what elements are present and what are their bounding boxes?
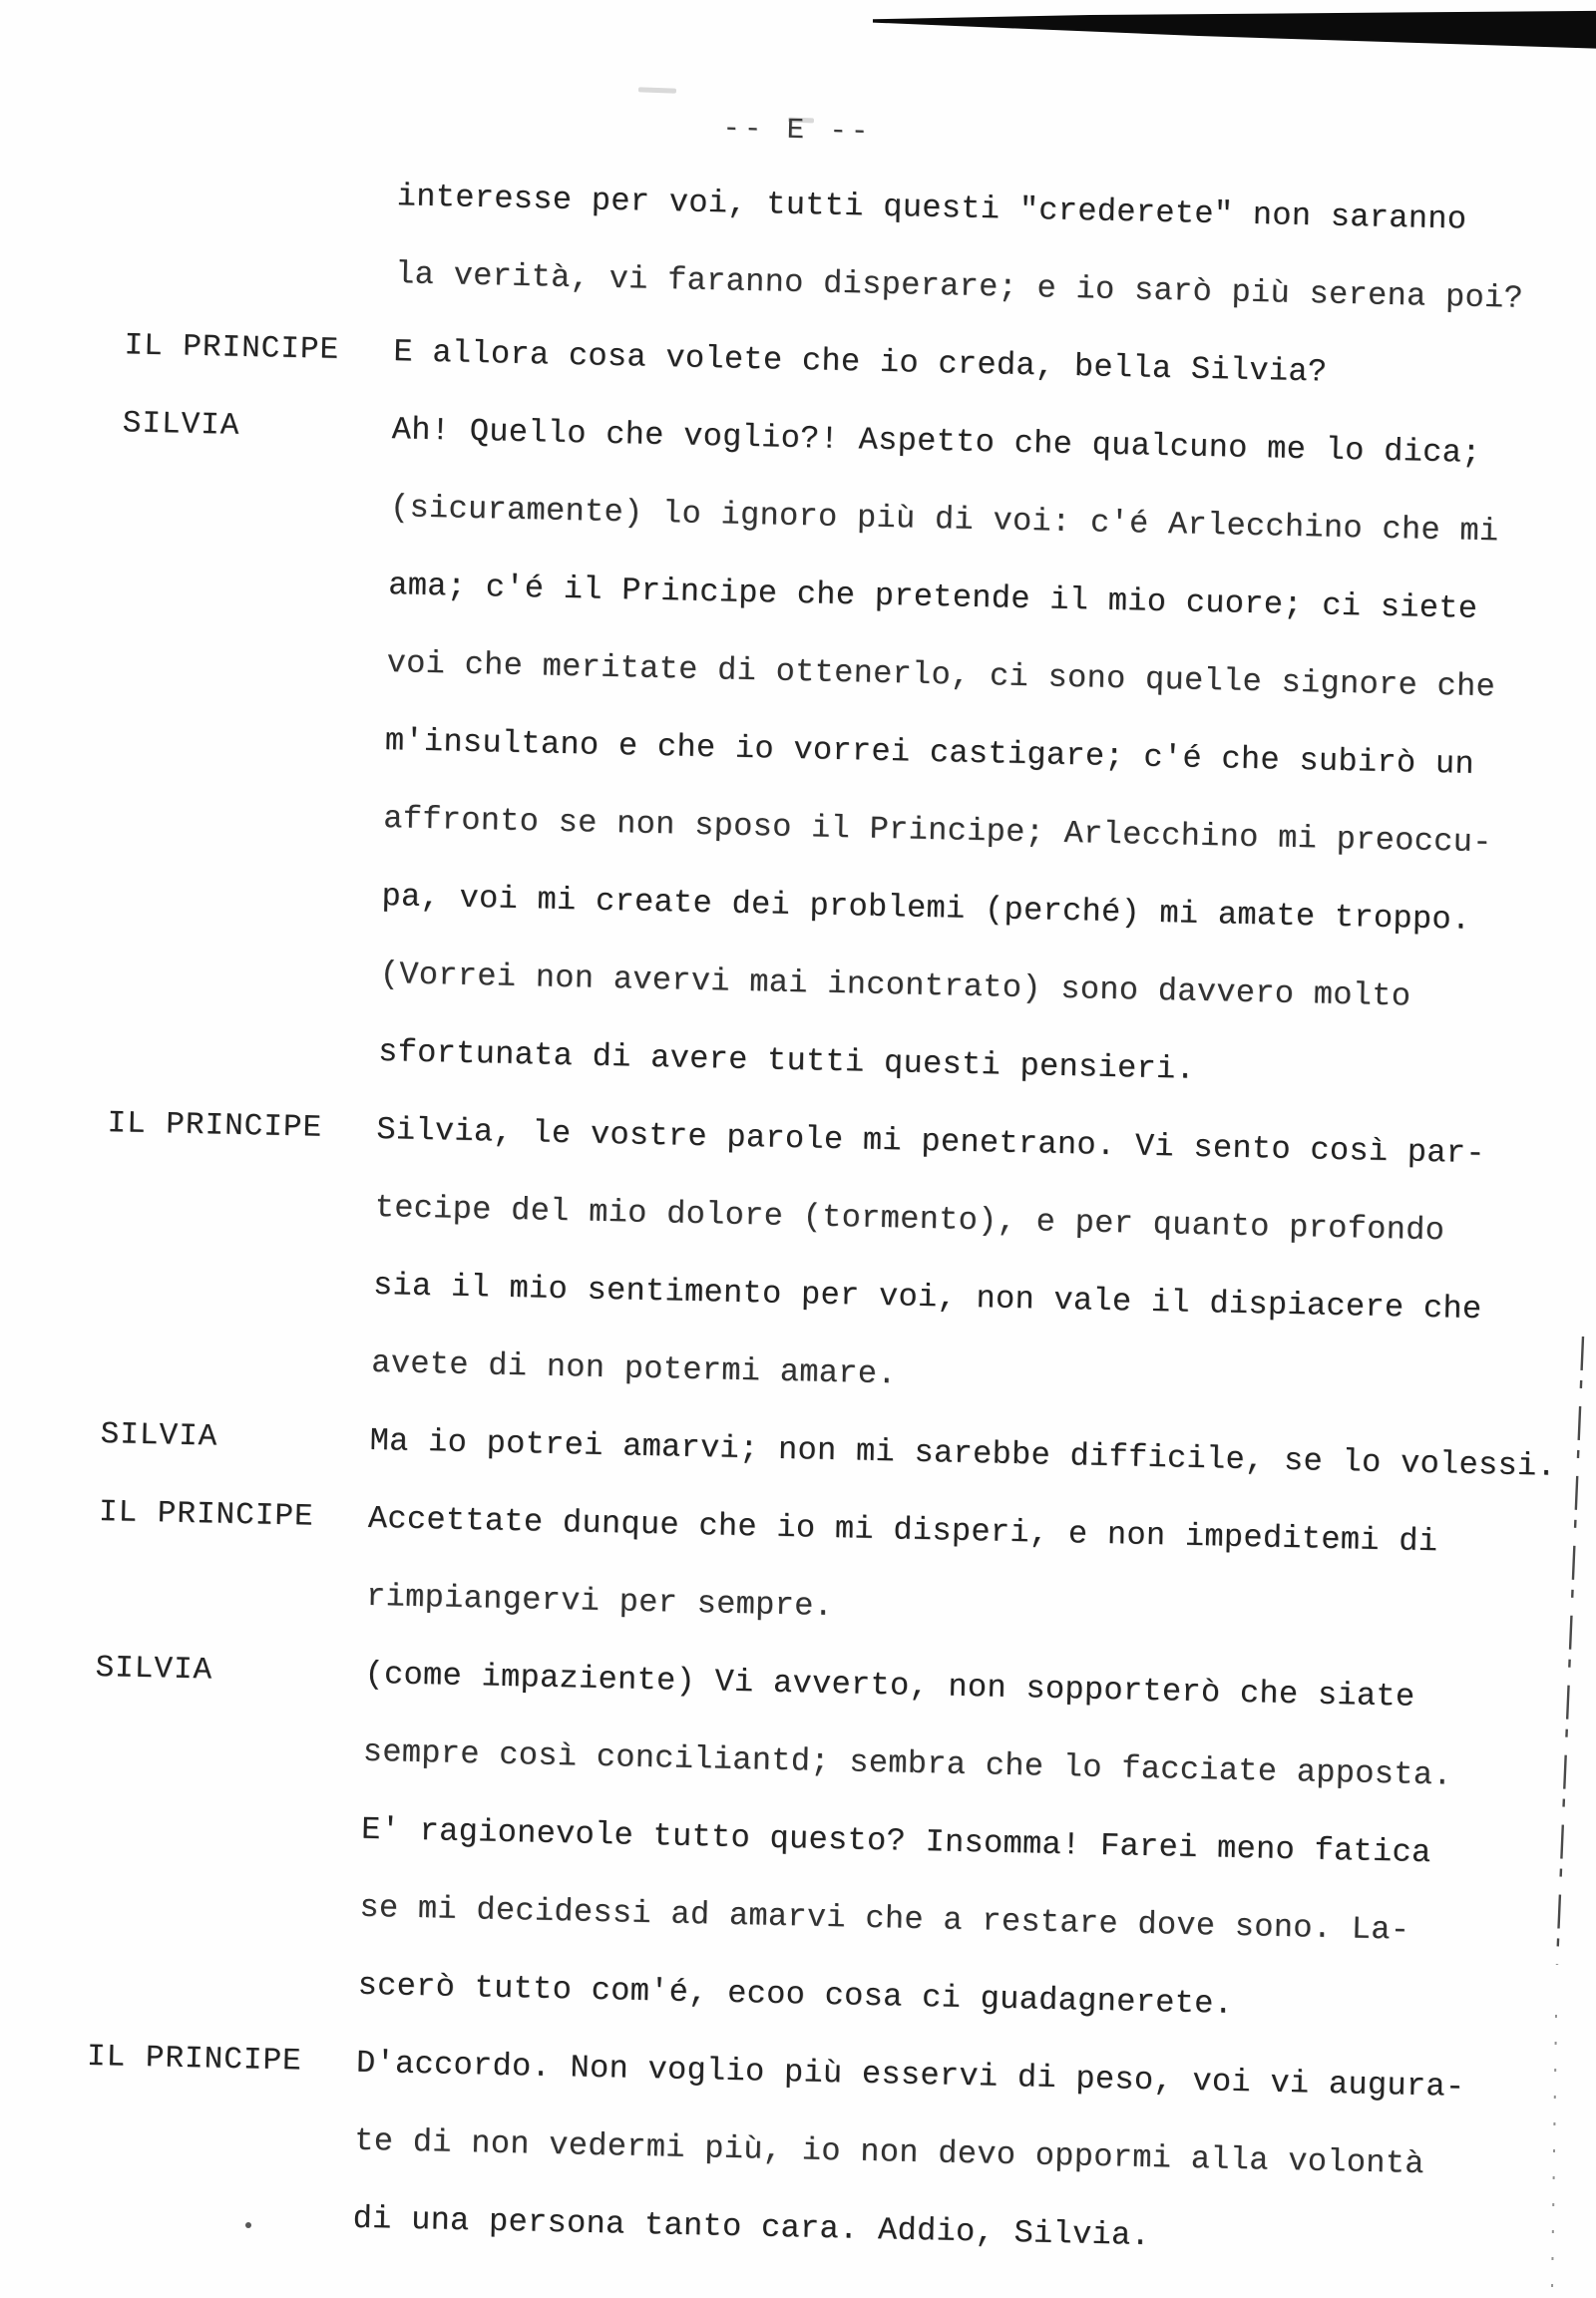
speaker-label: IL PRINCIPE: [107, 1106, 323, 1146]
speaker-label: SILVIA: [122, 406, 240, 444]
dialogue-lines: [377, 391, 1596, 1117]
page-number: -- E --: [722, 112, 873, 149]
script-entry: [73, 1630, 1577, 2052]
dialogue-lines: [357, 1636, 1577, 2051]
dialogue-line: Silvia, le vostre parole mi penetrano. Vi sento così par-: [376, 1110, 1486, 1173]
dialogue-lines: [352, 2025, 1569, 2284]
script-entry: [68, 2019, 1569, 2285]
speaker-label: IL PRINCIPE: [98, 1494, 314, 1535]
scan-smudge: [638, 87, 676, 93]
dialogue-line: E' ragionevole tutto questo? Insomma! Farei meno fatica: [360, 1810, 1431, 1872]
dialogue-line: la verità, vi faranno disperare; e io sarò più serena poi?: [394, 255, 1524, 317]
dialogue-line: sfortunata di avere tutti questi pensieri.: [377, 1032, 1196, 1088]
dialogue-line: m'insultano e che io vorrei castigare; c'é che subirò un: [384, 722, 1475, 783]
dialogue-line: sempre così conciliantd; sembra che lo facciate apposta.: [362, 1732, 1453, 1794]
dialogue-line: interesse per voi, tutti questi "crederete" non saranno: [396, 178, 1467, 238]
dialogue-line: Ah! Quello che voglio?! Aspetto che qualcuno me lo dica;: [391, 411, 1482, 472]
dialogue-line: (come impaziente) Vi avverto, non sopporterò che siate: [364, 1655, 1415, 1716]
speaker-label: [110, 152, 397, 313]
speaker-label: IL PRINCIPE: [124, 328, 340, 368]
dialogue-line: E allora cosa volete che io creda, bella Silvia?: [393, 333, 1328, 391]
script-body: [68, 152, 1596, 2284]
dialogue-line: pa, voi mi create dei problemi (perché) mi amate troppo.: [381, 878, 1471, 939]
page-content: [68, 96, 1596, 2284]
dialogue-line: scerò tutto com'é, ecoo cosa ci guadagnerete.: [357, 1966, 1234, 2023]
dialogue-line: sia il mio sentimento per voi, non vale il dispiacere che: [372, 1266, 1482, 1329]
dialogue-lines: [394, 158, 1596, 339]
dialogue-line: (sicuramente) lo ignoro più di voi: c'é Arlecchino che mi: [389, 489, 1499, 551]
scan-artifact-top-bar: [873, 10, 1596, 52]
dialogue-line: ama; c'é il Principe che pretende il mio cuore; ci siete: [387, 567, 1478, 627]
dialogue-line: (Vorrei non avervi mai incontrato) sono davvero molto: [379, 956, 1411, 1015]
script-entry: [93, 385, 1596, 1118]
dialogue-line: affronto se non sposo il Principe; Arlecchino mi preoccu-: [382, 800, 1493, 862]
dialogue-line: se mi decidessi ad amarvi che a restare dove sono. La-: [359, 1888, 1410, 1949]
speaker-label: SILVIA: [95, 1650, 213, 1689]
dialogue-line: rimpiangervi per sempre.: [365, 1577, 834, 1626]
dialogue-line: voi che meritate di ottenerlo, ci sono quelle signore che: [386, 644, 1496, 706]
speaker-label: IL PRINCIPE: [86, 2039, 303, 2080]
dialogue-line: D'accordo. Non voglio più esservi di peso, voi vi augura-: [355, 2044, 1465, 2106]
dialogue-line: te di non vedermi più, io non devo oppormi alla volontà: [353, 2121, 1425, 2183]
ink-dot-artifact: [245, 2222, 251, 2228]
dialogue-line: tecipe del mio dolore (tormento), e per quanto profondo: [374, 1188, 1445, 1250]
script-entry: [87, 1085, 1589, 1429]
dialogue-lines: [370, 1091, 1589, 1428]
dialogue-line: Ma io potrei amarvi; non mi sarebbe difficile, se lo volessi.: [369, 1421, 1557, 1485]
dialogue-line: Accettate dunque che io mi disperi, e non impeditemi di: [367, 1499, 1438, 1561]
dialogue-lines: [365, 1480, 1580, 1662]
dialogue-line: di una persona tanto cara. Addio, Silvia.: [352, 2199, 1151, 2255]
speaker-label: SILVIA: [100, 1417, 218, 1455]
scan-crease-artifact: [1541, 1327, 1591, 2298]
dialogue-line: avete di non potermi amare.: [370, 1343, 898, 1393]
